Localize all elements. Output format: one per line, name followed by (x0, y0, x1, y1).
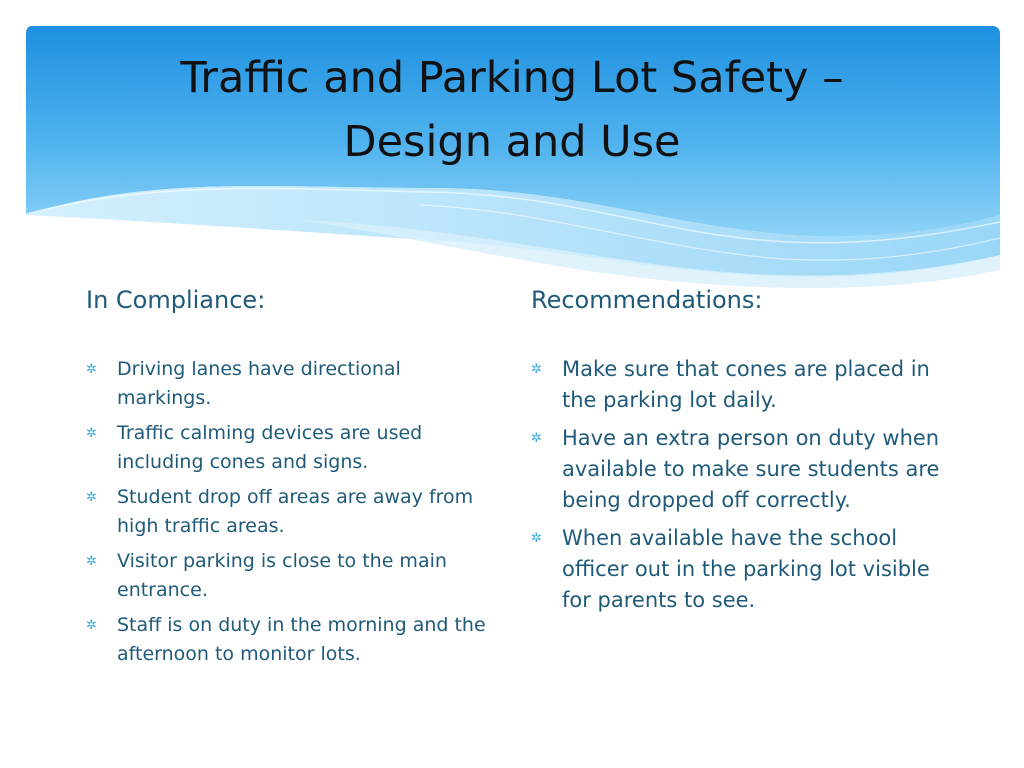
list-item-text: Make sure that cones are placed in the parking lot daily. (562, 357, 930, 412)
title-line-2: Design and Use (343, 117, 681, 167)
list-item-text: Student drop off areas are away from high traffic areas. (117, 486, 474, 537)
list-item (531, 523, 951, 616)
bullet-icon: ✲ (531, 431, 542, 446)
list-item-text: When available have the school officer out in the parking lot visible for parents to see. (562, 526, 930, 612)
recommendations-heading: Recommendations: (531, 286, 763, 314)
bullet-icon: ✲ (86, 554, 97, 569)
bullet-icon: ✲ (86, 426, 97, 441)
bullet-icon: ✲ (531, 362, 542, 377)
in-compliance-heading: In Compliance: (86, 286, 266, 314)
recommendations-list (531, 354, 951, 616)
list-item-text: Staff is on duty in the morning and the afternoon to monitor lots. (117, 614, 486, 665)
bullet-icon: ✲ (86, 490, 97, 505)
slide-title (100, 46, 924, 174)
list-item (86, 355, 496, 413)
list-item (86, 547, 496, 605)
list-item (531, 354, 951, 416)
list-item-text: Have an extra person on duty when available to make sure students are being dropped off correctly. (562, 426, 940, 512)
list-item (86, 611, 496, 669)
list-item-text: Driving lanes have directional markings. (117, 358, 401, 409)
list-item (86, 483, 496, 541)
list-item (86, 419, 496, 477)
list-item (531, 423, 951, 516)
recommendations-column (531, 283, 951, 623)
in-compliance-column (86, 283, 496, 675)
in-compliance-list (86, 355, 496, 669)
list-item-text: Visitor parking is close to the main entrance. (117, 550, 447, 601)
bullet-icon: ✲ (531, 531, 542, 546)
title-line-1: Traffic and Parking Lot Safety – (180, 53, 844, 103)
list-item-text: Traffic calming devices are used including cones and signs. (117, 422, 423, 473)
bullet-icon: ✲ (86, 362, 97, 377)
bullet-icon: ✲ (86, 618, 97, 633)
